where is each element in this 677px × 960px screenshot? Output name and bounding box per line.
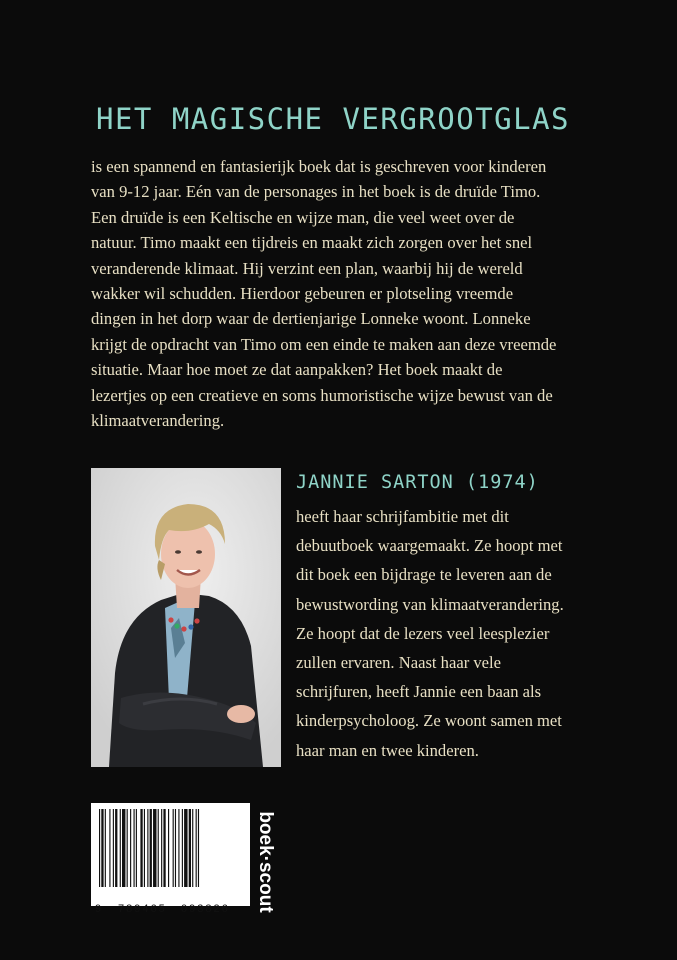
blurb-line: klimaatverandering. [91, 411, 225, 431]
barcode-bar [153, 809, 156, 887]
bio-line: bewustwording van klimaatverandering. [296, 594, 564, 614]
barcode-left-digits: 789465 [118, 903, 167, 915]
blurb-line: Een druïde is een Keltische en wijze man, die veel weet over de [91, 207, 515, 227]
barcode-bar [127, 809, 128, 887]
bio-line: heeft haar schrijfambitie met dit [296, 507, 509, 526]
barcode-bar [120, 809, 121, 887]
barcode-bar [196, 809, 197, 887]
barcode-bar [175, 809, 176, 887]
barcode-bar [189, 809, 191, 887]
bio-line: Ze hoopt dat de lezers veel leesplezier [296, 623, 550, 643]
barcode-bar [184, 809, 187, 887]
publisher-logo: boek·scout [255, 811, 276, 913]
blurb-line: situatie. Maar hoe moet ze dat aanpakken? Het boek maakt de [91, 360, 503, 380]
blurb-line: is een spannend en fantasierijk boek dat is geschreven voor kinderen [91, 157, 547, 176]
bio-line: debuutboek waargemaakt. Ze hoopt met [296, 536, 563, 556]
barcode-bar [173, 809, 174, 887]
author-photo [91, 468, 281, 767]
blurb-line: dingen in het dorp waar de dertienjarige Lonneke woont. Lonneke [91, 309, 531, 329]
barcode-bar [122, 809, 125, 887]
barcode-bar [130, 809, 131, 887]
blurb-line: natuur. Timo maakt een tijdreis en maakt zich zorgen over het snel [91, 233, 533, 253]
barcode-bar [168, 809, 169, 887]
bio-line: schrijfuren, heeft Jannie een baan als [296, 682, 542, 702]
book-title: HET MAGISCHE VERGROOTGLAS [96, 102, 570, 136]
bio-line: haar man en twee kinderen. [296, 740, 479, 760]
barcode-bar [163, 809, 165, 887]
blurb-line: krijgt de opdracht van Timo om een einde te maken aan deze vreemde [91, 334, 557, 354]
bio-line: zullen ervaren. Naast haar vele [296, 653, 501, 673]
bio-line: kinderpsycholoog. Ze woont samen met [296, 711, 562, 731]
barcode-bar [134, 809, 135, 887]
barcode-bar [115, 809, 117, 887]
author-portrait-illustration [91, 468, 281, 767]
blurb-line: van 9-12 jaar. Eén van de personages in het boek is de druïde Timo. [91, 182, 541, 202]
barcode-bar [101, 809, 103, 887]
barcode-bar [182, 809, 183, 887]
barcode-bar [113, 809, 114, 887]
blurb-line: wakker wil schudden. Hierdoor gebeuren er plotseling vreemde [91, 284, 514, 304]
barcode-bar [144, 809, 145, 887]
author-bio [296, 502, 616, 765]
barcode-bar [198, 809, 199, 887]
barcode-bar [161, 809, 162, 887]
blurb-line: lezertjes op een creatieve en soms humoristische wijze bewust van de [91, 385, 553, 405]
barcode-bar [105, 809, 106, 887]
barcode-bar [140, 809, 142, 887]
barcode-bar [109, 809, 110, 887]
barcode-bar [158, 809, 159, 887]
barcode-right-digits: 093826 [181, 903, 230, 915]
bio-line: dit boek een bijdrage te leveren aan de [296, 565, 552, 585]
barcode-bars [91, 803, 250, 891]
book-blurb [91, 154, 621, 433]
barcode-bar [99, 809, 100, 887]
blurb-line: veranderende klimaat. Hij verzint een plan, waarbij hij de wereld [91, 258, 523, 278]
barcode-bar [147, 809, 148, 887]
isbn-barcode [91, 803, 250, 915]
author-name: JANNIE SARTON (1974) [296, 472, 539, 493]
barcode-first-digit: 9 [95, 903, 102, 915]
barcode-bar [178, 809, 179, 887]
barcode-bar [136, 809, 137, 887]
barcode-bar [150, 809, 152, 887]
barcode-bar [192, 809, 193, 887]
